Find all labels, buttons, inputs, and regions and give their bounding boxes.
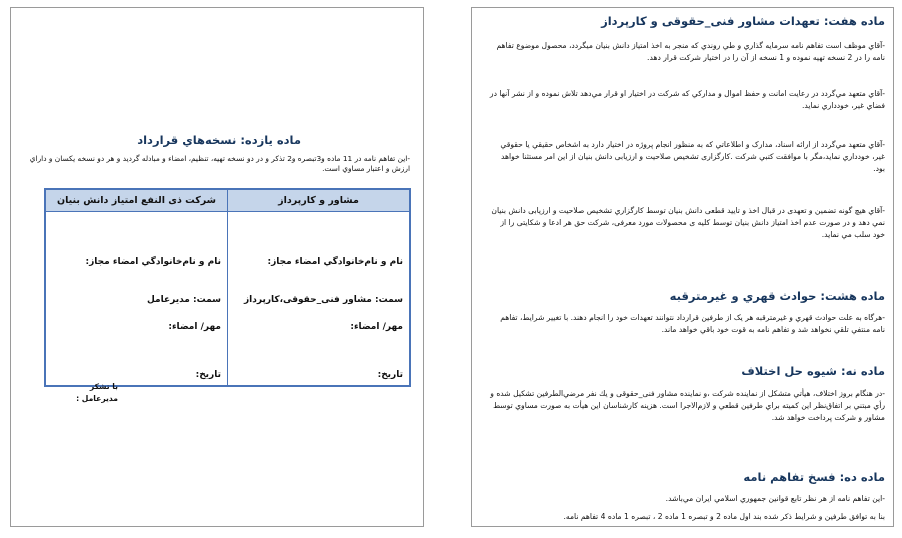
section-10-line-2: بنا به توافق طرفین و شرایط ذکر شده بند اول ماده 2 و تبصره 1 ماده 2 ، تبصره 1 ماده 4 تفاهم نامه. <box>563 512 885 521</box>
document-page-right <box>471 7 894 527</box>
signature-cell-consultant <box>228 212 411 387</box>
section-7-paragraph-4: -آقاي هيچ گونه تضمين و تعهدی در قبال اخذ و تاييد قطعی دانش بنيان توسط کارگزاري تشخیص صلاحیت و ارزیابی دانش بنیان نمي دهد و در صورت عدم اخذ امتیاز دانش بنیان توسط کلیه ی محصولات مورد معرفی، شرکت حق هر ادعا و شکايتی را از خود سلب مي نمايد. <box>491 206 885 239</box>
section-9-title: ماده نه: شيوه حل اختلاف <box>741 364 885 378</box>
section-11-text: -اين تفاهم نامه در 11 ماده و3تبصره و2 تذکر و در دو نسخه تهيه، تنظيم، امضاء و مبادله گرديد و هر دو نسخه يکسان و داراي ارزش و اعتبار مساوي است. <box>29 154 410 173</box>
signature-table <box>44 188 411 387</box>
thanks-note: با تشکر <box>89 382 118 391</box>
document-page-left <box>10 7 424 527</box>
date-label: تاريخ: <box>195 370 221 380</box>
section-7-title: ماده هفت: تعهدات مشاور فنی_حقوقی و کارپرداز <box>601 14 885 28</box>
section-8-text: -هرگاه به علت حوادث قهري و غيرمترقبه هر يک از طرفين قرارداد نتوانند تعهدات خود را انجام دهند. با تغيير شرايط، تفاهم نامه منتفي تلقي نخواهد شد و تفاهم نامه به قوت خود باقي خواهد ماند. <box>500 313 885 334</box>
section-7-paragraph-2: -آقاي متعهد مي‌گردد در رعايت امانت و حفظ اموال و مدارکي که شرکت در اختیار او قرار مي‌دهد تلاش نموده و از نشر آنها در فضاي غير، خودداري نمايد. <box>489 89 885 110</box>
section-9-text: -در هنگام بروز اختلاف، هيأتي متشکل از نماينده شرکت ،و نماينده مشاور فنی_حقوقی و يك نفر مرضي‌الطرفين تشکيل شده و رأي مبتني بر اتفاق‌نظر اين کميته براي طرفين قطعي و لازم‌الاجرا است. هزينه کارشناسان اين هيأت به صورت مساوي توسط مشاور و شرکت پرداخت خواهد شد. <box>490 389 885 422</box>
authorized-signatory-label: نام و نام‌خانوادگي امضاء مجاز: <box>267 257 403 267</box>
table-header-consultant: مشاور و کارپرداز <box>228 189 411 212</box>
section-7-paragraph-1: -آقاي موظف است تفاهم نامه سرمايه گذاري و طي روندي که منجر به اخذ امتیاز دانش بنیان میگردد، محصول موضوع تفاهم نامه را در 2 نسخه تهيه نموده و 1 نسخه از آن را در اختيار شرکت قرار دهد. <box>496 41 885 62</box>
signature-cell-company <box>45 212 228 387</box>
table-header-company: شرکت ذی النفع امتیاز دانش بنیان <box>45 189 228 212</box>
seal-signature-label: مهر/ امضاء: <box>168 322 221 332</box>
section-10-title: ماده ده: فسخ تفاهم نامه <box>743 470 885 484</box>
section-8-title: ماده هشت: حوادث قهري و غيرمترقبه <box>669 289 885 303</box>
section-11-title: ماده يازده: نسخه‌هاي قرارداد <box>137 133 301 147</box>
section-10-line-1: -اين تفاهم نامه از هر نظر تابع قوانين جمهوري اسلامي ايران مي‌باشد. <box>665 494 885 503</box>
date-label: تاريخ: <box>377 370 403 380</box>
seal-signature-label: مهر/ امضاء: <box>350 322 403 332</box>
authorized-signatory-label: نام و نام‌خانوادگي امضاء مجاز: <box>85 257 221 267</box>
ceo-note: مدیرعامل : <box>76 394 118 403</box>
position-label: سمت: مشاور فنی_حقوقی،کارپرداز <box>243 295 403 305</box>
position-label: سمت: مدیرعامل <box>146 295 221 305</box>
section-7-paragraph-3: -آقاي متعهد مي‌گردد از ارائه اسناد، مدارک و اطلاعاتي که به منظور انجام پروژه در اختيار دارد به اشخاص حقيقي يا حقوقي غير، خودداري نمايد،مگر با موافقت کتبي شرکت .کارگزاری تشخیص صلاحیت و ارزیابی دانش بنیان از این امر مستثنا خواهد بود. <box>500 140 885 173</box>
